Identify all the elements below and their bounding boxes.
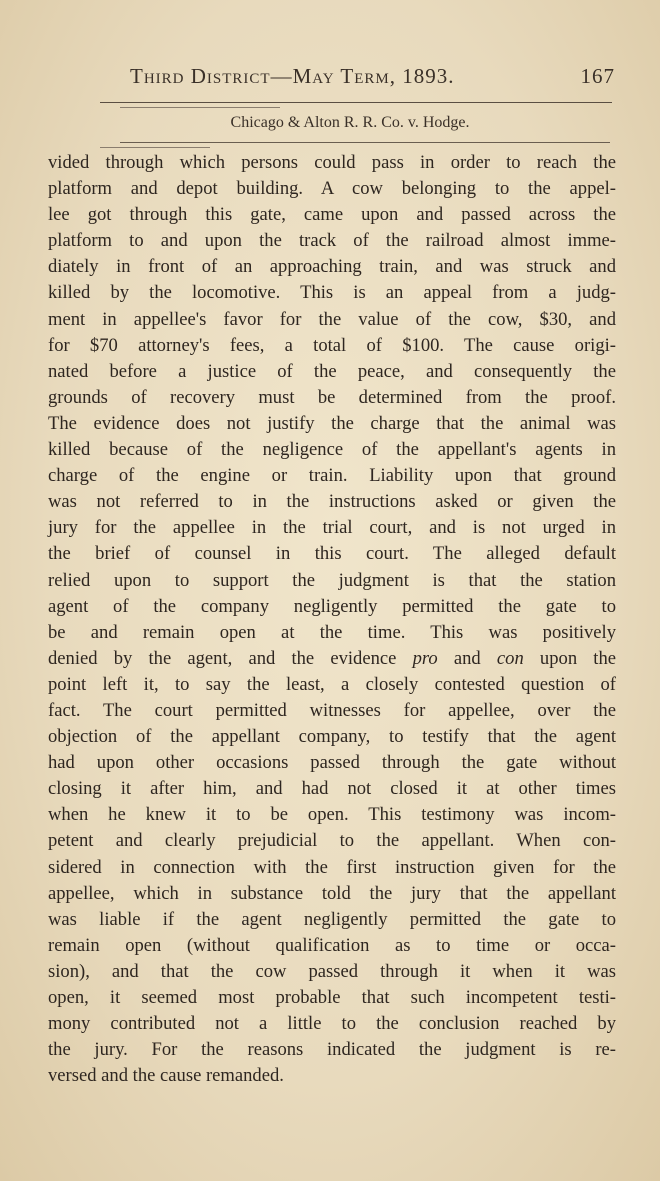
- text-line: point left it, to say the least, a closely contested question of: [48, 673, 616, 695]
- text-segment: upon the: [523, 647, 616, 669]
- text-line-pro-con: [48, 646, 616, 672]
- text-line: for $70 attorney's fees, a total of $100. The cause origi-: [48, 334, 616, 356]
- text-line: charge of the engine or train. Liability upon that ground: [48, 465, 616, 487]
- text-line: vided through which persons could pass in order to reach the: [48, 152, 616, 173]
- text-segment: denied by the agent, and the evidence: [48, 647, 413, 669]
- italic-term-con: con: [496, 647, 524, 669]
- text-line: platform and depot building. A cow belonging to the appel-: [48, 178, 616, 200]
- page-number: 167: [580, 64, 615, 88]
- caption-rule-thin: [100, 147, 210, 148]
- text-line: had upon other occasions passed through the gate without: [48, 752, 616, 774]
- text-line: nated before a justice of the peace, and consequently the: [48, 360, 616, 382]
- text-line: the jury. For the reasons indicated the judgment is re-: [48, 1039, 616, 1061]
- running-head: [130, 64, 615, 100]
- text-line: sion), and that the cow passed through it when it was: [48, 960, 616, 982]
- text-line: killed by the locomotive. This is an appeal from a judg-: [48, 282, 616, 304]
- caption-rule: [120, 142, 610, 143]
- text-line: be and remain open at the time. This was positively: [48, 621, 616, 643]
- text-line: open, it seemed most probable that such incompetent testi-: [48, 987, 616, 1008]
- text-line-final: versed and the cause remanded.: [48, 1065, 284, 1087]
- running-head-title: Third District—May Term, 1893.: [130, 64, 455, 88]
- text-line: petent and clearly prejudicial to the appellant. When con-: [48, 830, 616, 852]
- text-line: grounds of recovery must be determined from the proof.: [48, 386, 616, 408]
- text-line: mony contributed not a little to the conclusion reached by: [48, 1013, 616, 1035]
- text-line: agent of the company negligently permitted the gate to: [48, 595, 616, 617]
- text-line: fact. The court permitted witnesses for appellee, over the: [48, 699, 616, 721]
- text-line: relied upon to support the judgment is that the station: [48, 569, 616, 591]
- text-line: was liable if the agent negligently permitted the gate to: [48, 908, 616, 930]
- text-line: ment in appellee's favor for the value of the cow, $30, and: [48, 308, 616, 330]
- text-line: when he knew it to be open. This testimony was incom-: [48, 804, 616, 826]
- text-line: was not referred to in the instructions asked or given the: [48, 491, 616, 513]
- italic-term-pro: pro: [412, 647, 438, 669]
- text-line: diately in front of an approaching train, and was struck and: [48, 256, 616, 278]
- header-rule-thin: [120, 107, 280, 108]
- header-rule: [100, 102, 612, 103]
- opinion-body: [48, 150, 616, 1089]
- text-line: appellee, which in substance told the jury that the appellant: [48, 882, 616, 904]
- text-line: remain open (without qualification as to time or occa-: [48, 934, 616, 956]
- text-line: The evidence does not justify the charge that the animal was: [48, 412, 616, 434]
- text-line: objection of the appellant company, to testify that the agent: [48, 726, 616, 748]
- text-line: platform to and upon the track of the railroad almost imme-: [48, 230, 616, 252]
- text-line: killed because of the negligence of the appellant's agents in: [48, 439, 616, 461]
- text-segment: and: [437, 647, 497, 669]
- text-line: the brief of counsel in this court. The alleged default: [48, 543, 616, 565]
- case-caption: Chicago & Alton R. R. Co. v. Hodge.: [230, 114, 470, 131]
- text-line: closing it after him, and had not closed it at other times: [48, 778, 616, 800]
- text-line: sidered in connection with the first instruction given for the: [48, 856, 616, 878]
- text-line: lee got through this gate, came upon and passed across the: [48, 204, 616, 226]
- text-line: jury for the appellee in the trial court, and is not urged in: [48, 517, 616, 539]
